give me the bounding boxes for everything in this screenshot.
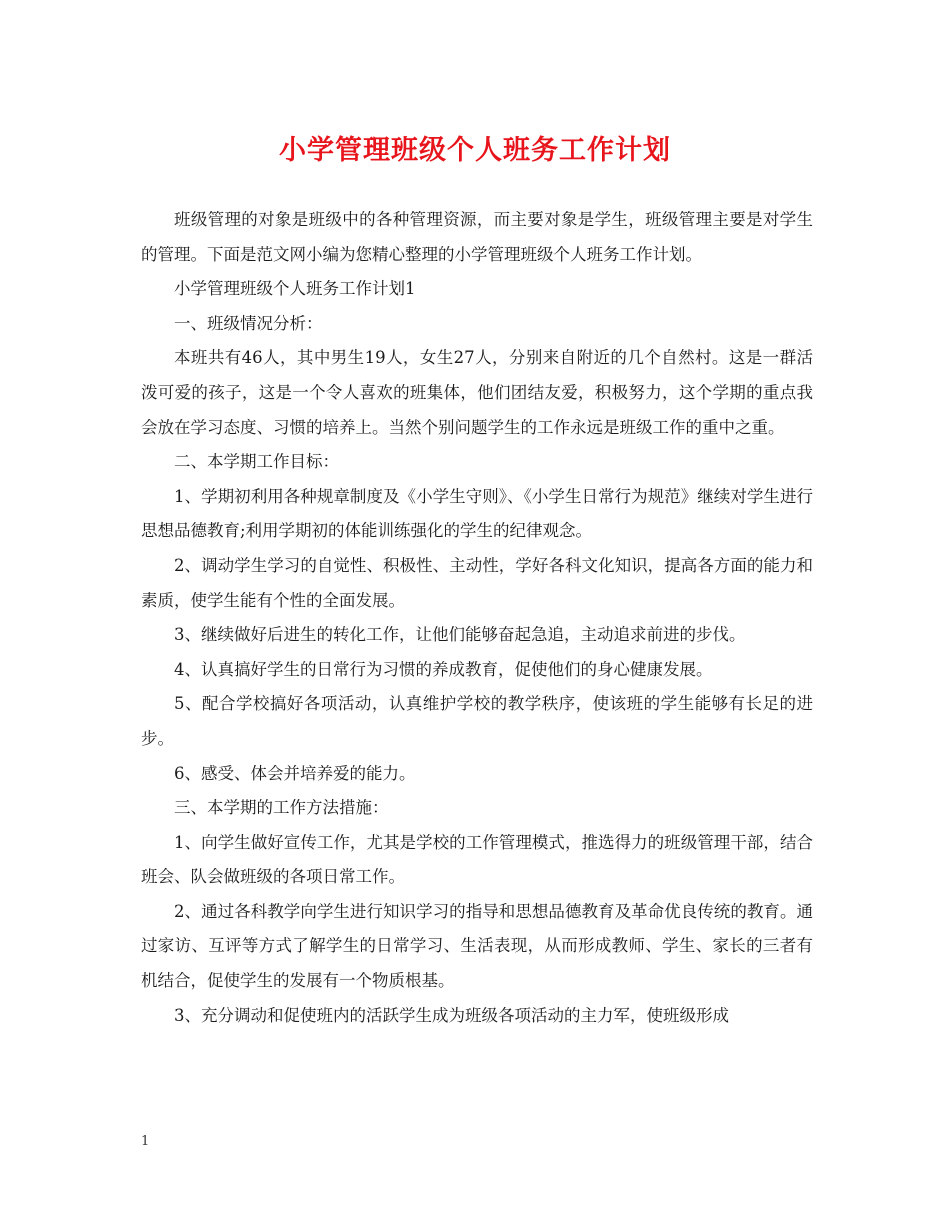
- goal-item-1: 1、学期初利用各种规章制度及《小学生守则》、《小学生日常行为规范》继续对学生进行思想品德教育;利用学期初的体能训练强化的学生的纪律观念。: [141, 486, 813, 541]
- goal-item-3: 3、继续做好后进生的转化工作，让他们能够奋起急追，主动追求前进的步伐。: [174, 625, 746, 645]
- goal-item-6: 6、感受、体会并培养爱的能力。: [174, 763, 416, 783]
- page-number: 1: [141, 1134, 150, 1149]
- section-heading-methods: 三、本学期的工作方法措施：: [174, 798, 389, 818]
- goal-item-5: 5、配合学校搞好各项活动，认真维护学校的教学秩序，使该班的学生能够有长足的进步。: [141, 694, 813, 748]
- paragraph-class-analysis: 本班共有46人，其中男生19人，女生27人，分别来自附近的几个自然村。这是一群活泼可爱的孩子，这是一个令人喜欢的班集体，他们团结友爱，积极努力，这个学期的重点我会放在学习态度、习惯的培养上。当然个别问题学生的工作永远是班级工作的重中之重。: [141, 348, 813, 437]
- paragraph-intro: 班级管理的对象是班级中的各种管理资源，而主要对象是学生，班级管理主要是对学生的管理。下面是范文网小编为您精心整理的小学管理班级个人班务工作计划。: [141, 210, 813, 264]
- document-title: 小学管理班级个人班务工作计划: [279, 135, 671, 166]
- method-item-2: 2、通过各科教学向学生进行知识学习的指导和思想品德教育及革命优良传统的教育。通过家访、互评等方式了解学生的日常学习、生活表现，从而形成教师、学生、家长的三者有机结合，促使学生的发展有一个物质根基。: [141, 901, 813, 991]
- method-item-3: 3、充分调动和促使班内的活跃学生成为班级各项活动的主力军，使班级形成: [174, 1005, 729, 1025]
- document-body: [141, 203, 813, 1033]
- goal-item-2: 2、调动学生学习的自觉性、积极性、主动性，学好各科文化知识，提高各方面的能力和素质，使学生能有个性的全面发展。: [141, 555, 813, 610]
- section-heading-goals: 二、本学期工作目标：: [174, 452, 339, 472]
- paragraph-plan-heading: 小学管理班级个人班务工作计划1: [174, 279, 416, 299]
- method-item-1: 1、向学生做好宣传工作，尤其是学校的工作管理模式，推选得力的班级管理干部，结合班会、队会做班级的各项日常工作。: [141, 832, 813, 887]
- goal-item-4: 4、认真搞好学生的日常行为习惯的养成教育，促使他们的身心健康发展。: [174, 659, 713, 679]
- section-heading-analysis: 一、班级情况分析：: [174, 313, 323, 333]
